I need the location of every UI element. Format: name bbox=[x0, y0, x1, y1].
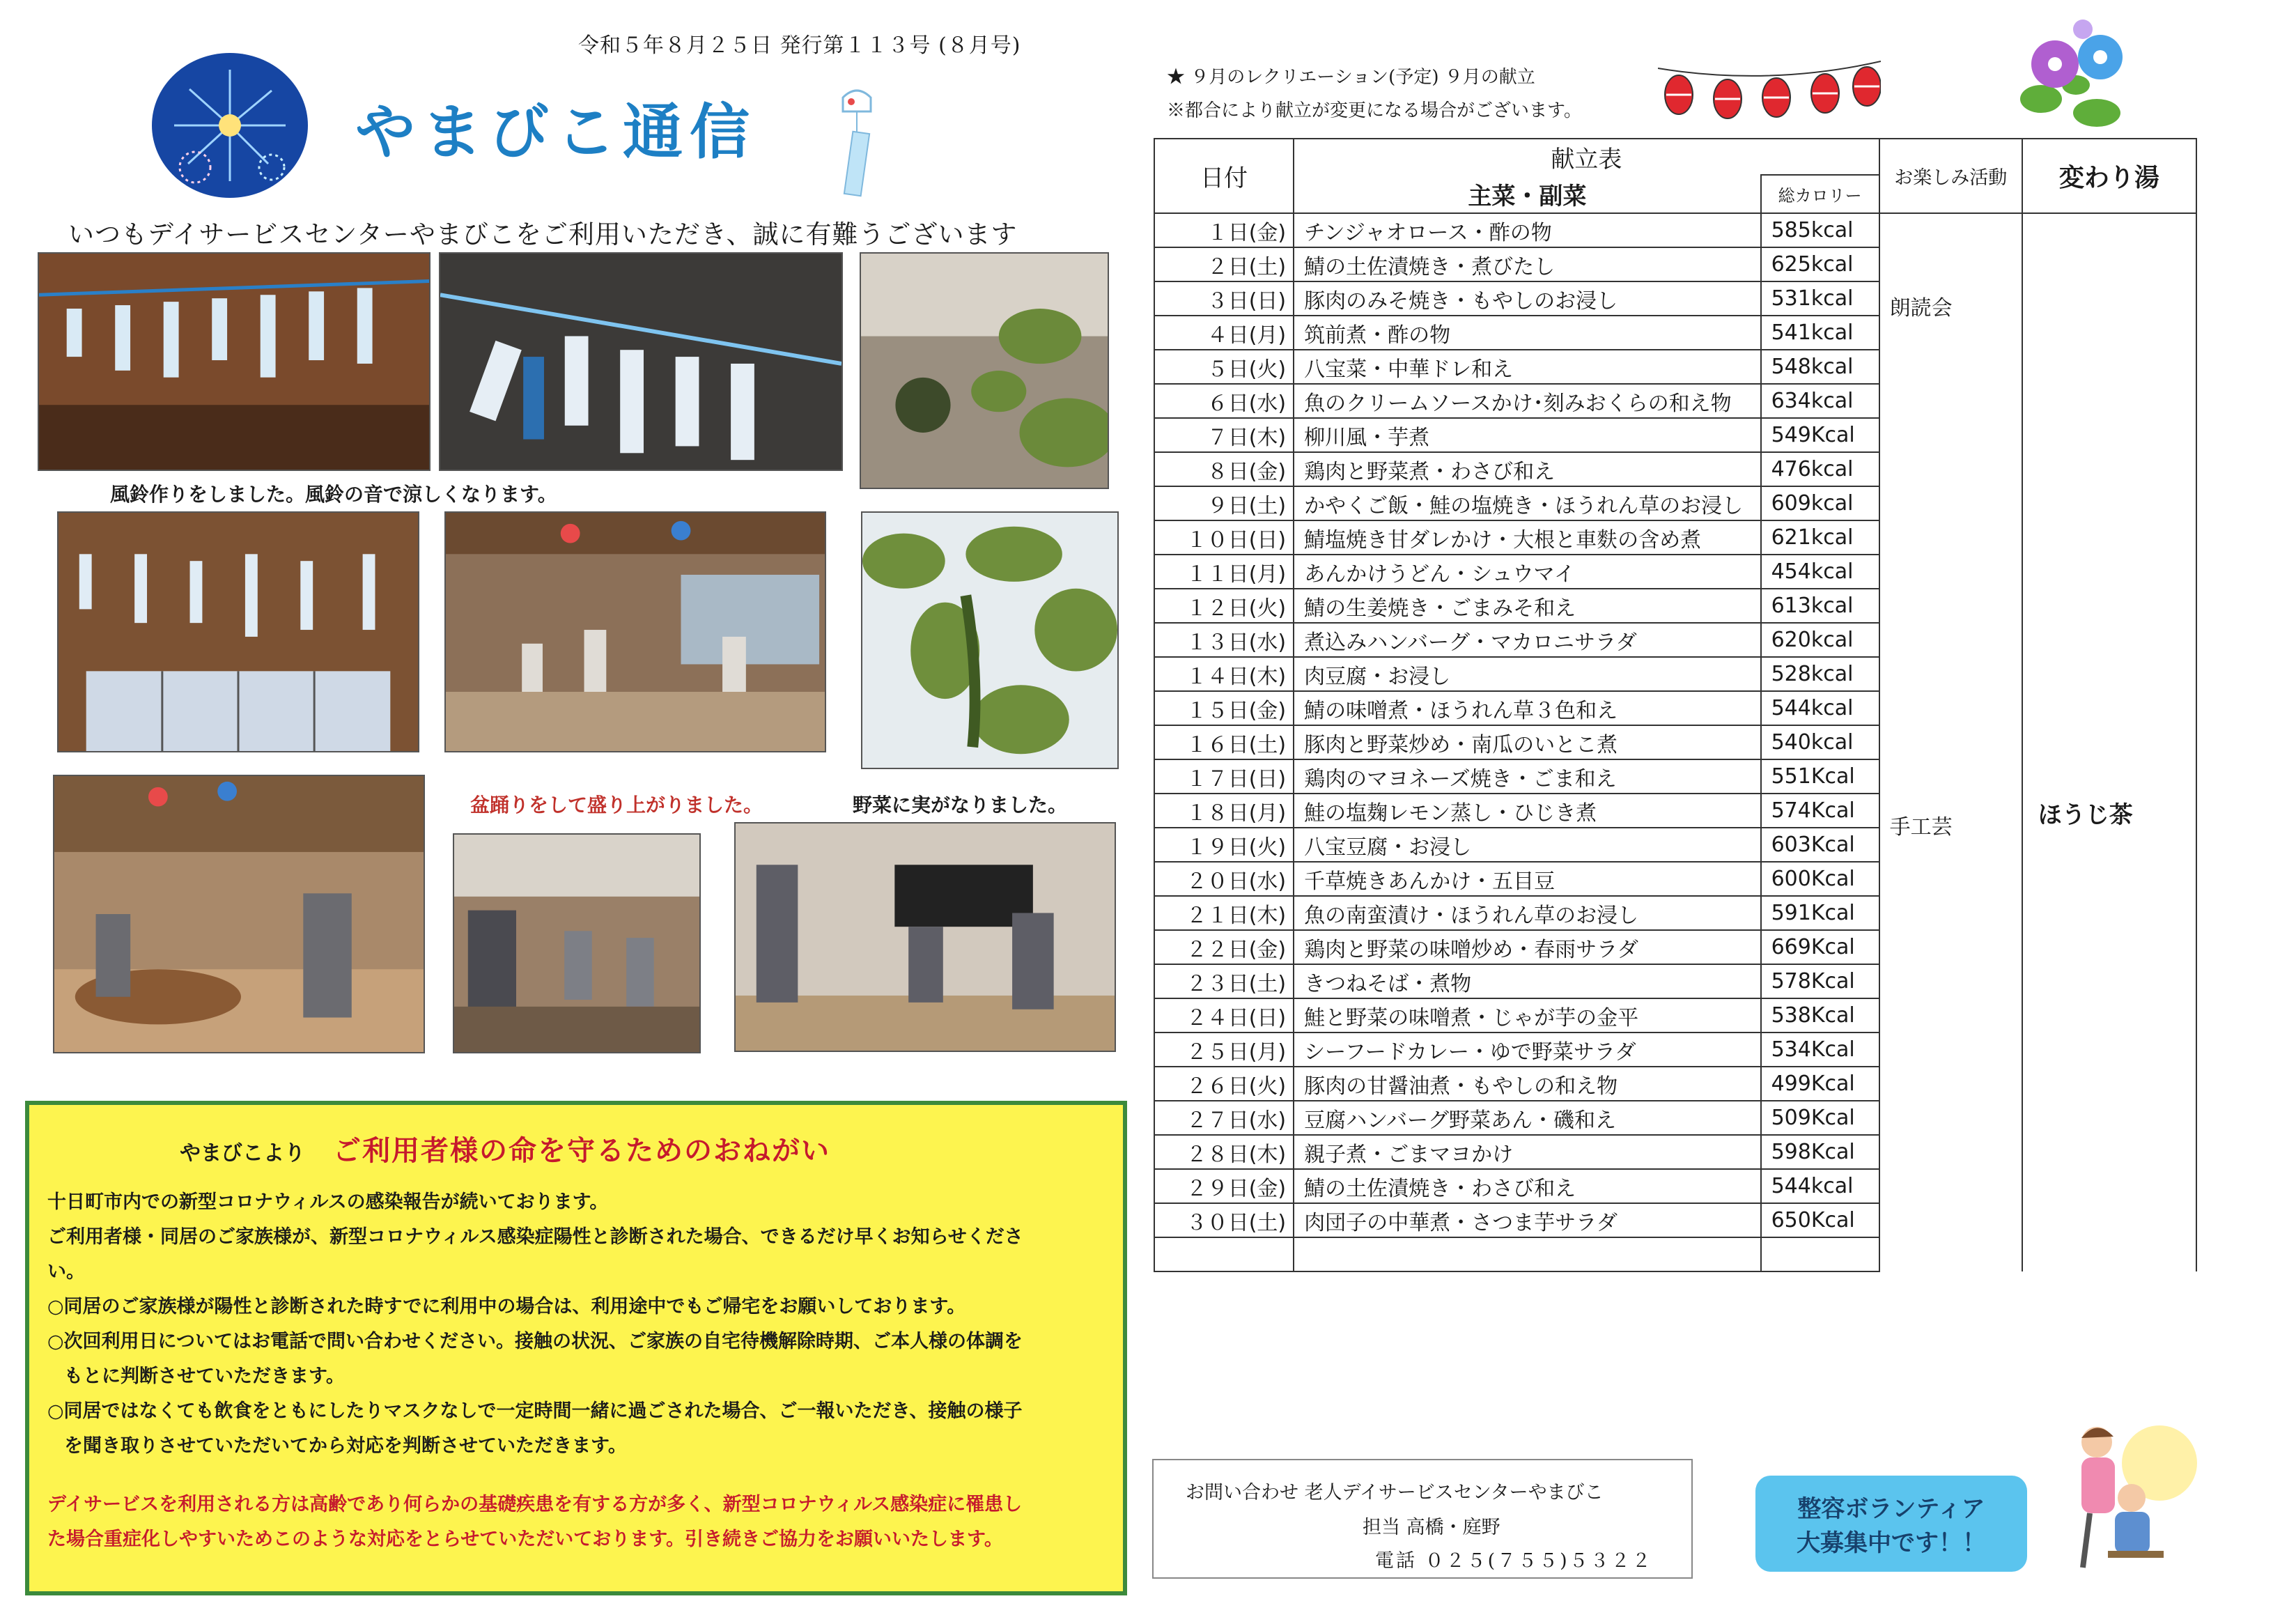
menu-kcal-cell: 613kcal bbox=[1761, 589, 1879, 623]
photo-wind-chimes-3 bbox=[57, 511, 419, 752]
menu-note: ※都合により献立が変更になる場合がございます。 bbox=[1167, 100, 1582, 121]
menu-date-cell: １７日(日) bbox=[1154, 759, 1294, 794]
menu-kcal-cell: 531kcal bbox=[1761, 281, 1879, 316]
menu-dish-cell: 親子煮・ごまマヨかけ bbox=[1294, 1135, 1760, 1169]
lantern-icon bbox=[1658, 59, 1881, 121]
menu-date-cell: ３０日(土) bbox=[1154, 1203, 1294, 1237]
recreation-line: ★ ９月のレクリエーション(予定) ９月の献立 bbox=[1167, 67, 1535, 88]
menu-kcal-cell: 650Kcal bbox=[1761, 1203, 1879, 1237]
menu-dish-cell: 肉豆腐・お浸し bbox=[1294, 657, 1760, 691]
notice-paragraph: デイサービスを利用される方は高齢であり何らかの基礎疾患を有する方が多く、新型コロナウィルス感染症に罹患し bbox=[47, 1494, 1023, 1515]
menu-dish-cell: 鯖の土佐漬焼き・煮びたし bbox=[1294, 247, 1760, 281]
photo-vegetables-1 bbox=[860, 252, 1109, 489]
menu-date-cell: ２５日(月) bbox=[1154, 1033, 1294, 1067]
menu-dish-cell: 豆腐ハンバーグ野菜あん・磯和え bbox=[1294, 1101, 1760, 1135]
menu-dish-cell: 八宝豆腐・お浸し bbox=[1294, 828, 1760, 862]
menu-kcal-cell: 534Kcal bbox=[1761, 1033, 1879, 1067]
menu-kcal-cell: 669Kcal bbox=[1761, 930, 1879, 964]
menu-date-cell: ２９日(金) bbox=[1154, 1169, 1294, 1203]
menu-date-cell: ２４日(日) bbox=[1154, 998, 1294, 1033]
menu-kcal-cell: 598Kcal bbox=[1761, 1135, 1879, 1169]
notice-paragraph: 十日町市内での新型コロナウィルスの感染報告が続いております。 bbox=[47, 1191, 609, 1213]
notice-paragraph: ○同居のご家族様が陽性と診断された時すでに利用中の場合は、利用途中でもご帰宅をお願いしております。 bbox=[47, 1296, 966, 1317]
contact-line: 担当 高橋・庭野 bbox=[1363, 1517, 1500, 1538]
menu-dish-cell: かやくご飯・鮭の塩焼き・ほうれん草のお浸し bbox=[1294, 486, 1760, 520]
caption-wind-chime: 風鈴作りをしました。風鈴の音で涼しくなります。 bbox=[110, 483, 557, 506]
menu-date-cell: ６日(水) bbox=[1154, 384, 1294, 418]
menu-dish-cell: 鶏肉と野菜煮・わさび和え bbox=[1294, 452, 1760, 486]
menu-kcal-cell: 499Kcal bbox=[1761, 1067, 1879, 1101]
photo-bon-odori-4 bbox=[734, 822, 1116, 1052]
contact-box bbox=[1152, 1459, 1693, 1579]
menu-kcal-cell: 454kcal bbox=[1761, 555, 1879, 589]
activity-label: 朗読会 bbox=[1889, 296, 1953, 320]
greeting-text: いつもデイサービスセンターやまびこをご利用いただき、誠に有難うございます bbox=[68, 219, 1018, 249]
menu-date-cell: １３日(水) bbox=[1154, 623, 1294, 657]
menu-kcal-cell: 620kcal bbox=[1761, 623, 1879, 657]
photo-vegetables-2 bbox=[861, 511, 1119, 769]
menu-kcal-cell: 548kcal bbox=[1761, 350, 1879, 384]
menu-date-cell: ８日(金) bbox=[1154, 452, 1294, 486]
menu-dish-cell: 筑前煮・酢の物 bbox=[1294, 316, 1760, 350]
menu-date-cell: ２７日(水) bbox=[1154, 1101, 1294, 1135]
photo-wind-chimes-1 bbox=[38, 252, 430, 471]
col-dish: 主菜・副菜 bbox=[1294, 175, 1760, 213]
menu-dish-cell: 豚肉の甘醤油煮・もやしの和え物 bbox=[1294, 1067, 1760, 1101]
menu-dish-cell: 豚肉のみそ焼き・もやしのお浸し bbox=[1294, 281, 1760, 316]
menu-kcal-cell: 476kcal bbox=[1761, 452, 1879, 486]
menu-kcal-cell: 634kcal bbox=[1761, 384, 1879, 418]
notice-paragraph: ご利用者様・同居のご家族様が、新型コロナウィルス感染症陽性と診断された場合、できるだけ早くお知らせくださ bbox=[47, 1226, 1023, 1248]
menu-dish-cell bbox=[1294, 1237, 1760, 1271]
menu-kcal-cell bbox=[1761, 1237, 1879, 1271]
menu-dish-cell: シーフードカレー・ゆで野菜サラダ bbox=[1294, 1033, 1760, 1067]
photo-bon-odori-3 bbox=[453, 833, 701, 1053]
menu-dish-cell: 千草焼きあんかけ・五目豆 bbox=[1294, 862, 1760, 896]
wind-chime-icon bbox=[815, 84, 899, 209]
menu-date-cell: １０日(日) bbox=[1154, 520, 1294, 555]
menu-dish-cell: 魚の南蛮漬け・ほうれん草のお浸し bbox=[1294, 896, 1760, 930]
menu-date-cell: １９日(火) bbox=[1154, 828, 1294, 862]
menu-date-cell: ２２日(金) bbox=[1154, 930, 1294, 964]
menu-date-cell: ７日(木) bbox=[1154, 418, 1294, 452]
menu-table bbox=[1154, 138, 2197, 1272]
notice-paragraph: ○次回利用日についてはお電話で問い合わせください。接触の状況、ご家族の自宅待機解除時期、ご本人様の体調を bbox=[47, 1331, 1023, 1352]
menu-kcal-cell: 621kcal bbox=[1761, 520, 1879, 555]
menu-kcal-cell: 544kcal bbox=[1761, 1169, 1879, 1203]
menu-kcal-cell: 591Kcal bbox=[1761, 896, 1879, 930]
volunteer-line: 整容ボランティア bbox=[1797, 1495, 1985, 1523]
fireworks-icon bbox=[146, 49, 313, 202]
menu-kcal-cell: 551Kcal bbox=[1761, 759, 1879, 794]
menu-dish-cell: 肉団子の中華煮・さつま芋サラダ bbox=[1294, 1203, 1760, 1237]
menu-date-cell: ４日(月) bbox=[1154, 316, 1294, 350]
photo-bon-odori-2 bbox=[53, 775, 425, 1053]
menu-dish-cell: 鮭の塩麹レモン蒸し・ひじき煮 bbox=[1294, 794, 1760, 828]
col-bath: 変わり湯 bbox=[2022, 139, 2196, 213]
col-menu: 献立表 bbox=[1294, 139, 1879, 175]
menu-date-cell: ２日(土) bbox=[1154, 247, 1294, 281]
activity-label: 手工芸 bbox=[1889, 815, 1953, 840]
menu-dish-cell: 鯖の土佐漬焼き・わさび和え bbox=[1294, 1169, 1760, 1203]
notice-paragraph: を聞き取りさせていただいてから対応を判断させていただきます。 bbox=[64, 1435, 627, 1457]
col-date: 日付 bbox=[1154, 139, 1294, 213]
notice-paragraph: た場合重症化しやすいためこのような対応をとらせていただいております。引き続きご協力をお願いいたします。 bbox=[47, 1529, 1003, 1550]
menu-kcal-cell: 540kcal bbox=[1761, 725, 1879, 759]
menu-dish-cell: 煮込みハンバーグ・マカロニサラダ bbox=[1294, 623, 1760, 657]
menu-kcal-cell: 509Kcal bbox=[1761, 1101, 1879, 1135]
volunteer-line: 大募集中です！！ bbox=[1797, 1529, 1986, 1557]
menu-dish-cell: 鶏肉のマヨネーズ焼き・ごま和え bbox=[1294, 759, 1760, 794]
menu-date-cell: １４日(木) bbox=[1154, 657, 1294, 691]
menu-dish-cell: 鯖塩焼き甘ダレかけ・大根と車麩の含め煮 bbox=[1294, 520, 1760, 555]
volunteer-banner bbox=[1755, 1476, 2027, 1572]
menu-kcal-cell: 538Kcal bbox=[1761, 998, 1879, 1033]
menu-kcal-cell: 603Kcal bbox=[1761, 828, 1879, 862]
menu-date-cell: ２１日(木) bbox=[1154, 896, 1294, 930]
menu-dish-cell: 鶏肉と野菜の味噌炒め・春雨サラダ bbox=[1294, 930, 1760, 964]
menu-dish-cell: あんかけうどん・シュウマイ bbox=[1294, 555, 1760, 589]
caption-vegetables: 野菜に実がなりました。 bbox=[853, 794, 1068, 817]
menu-kcal-cell: 574Kcal bbox=[1761, 794, 1879, 828]
notice-paragraph: もとに判断させていただきます。 bbox=[64, 1366, 345, 1387]
contact-line: 電話 ０２５(７５５)５３２２ bbox=[1375, 1550, 1653, 1572]
menu-dish-cell: 八宝菜・中華ドレ和え bbox=[1294, 350, 1760, 384]
menu-kcal-cell: 528kcal bbox=[1761, 657, 1879, 691]
bath-value: ほうじ茶 bbox=[2038, 801, 2133, 829]
col-kcal: 総カロリー bbox=[1761, 175, 1879, 213]
morning-glory-icon bbox=[2013, 15, 2132, 134]
menu-kcal-cell: 600Kcal bbox=[1761, 862, 1879, 896]
menu-date-cell: １１日(月) bbox=[1154, 555, 1294, 589]
menu-date-cell: ２８日(木) bbox=[1154, 1135, 1294, 1169]
menu-kcal-cell: 544kcal bbox=[1761, 691, 1879, 725]
menu-date-cell: １８日(月) bbox=[1154, 794, 1294, 828]
menu-dish-cell: 鮭と野菜の味噌煮・じゃが芋の金平 bbox=[1294, 998, 1760, 1033]
menu-kcal-cell: 549Kcal bbox=[1761, 418, 1879, 452]
notice-from: やまびこより bbox=[180, 1141, 305, 1166]
menu-dish-cell: チンジャオロース・酢の物 bbox=[1294, 213, 1760, 247]
caption-bon-odori: 盆踊りをして盛り上がりました。 bbox=[470, 794, 763, 817]
photo-bon-odori-1 bbox=[444, 511, 826, 752]
menu-date-cell: ２３日(土) bbox=[1154, 964, 1294, 998]
menu-row bbox=[1154, 213, 2196, 247]
menu-date-cell: ２０日(水) bbox=[1154, 862, 1294, 896]
menu-kcal-cell: 609kcal bbox=[1761, 486, 1879, 520]
menu-kcal-cell: 625kcal bbox=[1761, 247, 1879, 281]
menu-date-cell bbox=[1154, 1237, 1294, 1271]
menu-date-cell: １６日(土) bbox=[1154, 725, 1294, 759]
menu-table-body bbox=[1154, 213, 2196, 1271]
menu-dish-cell: 鯖の生姜焼き・ごまみそ和え bbox=[1294, 589, 1760, 623]
menu-dish-cell: 柳川風・芋煮 bbox=[1294, 418, 1760, 452]
notice-paragraph: ○同居ではなくても飲食をともにしたりマスクなしで一定時間一緒に過ごされた場合、ご一報いただき、接触の様子 bbox=[47, 1400, 1023, 1422]
menu-dish-cell: 魚のクリームソースかけ･刻みおくらの和え物 bbox=[1294, 384, 1760, 418]
menu-date-cell: ９日(土) bbox=[1154, 486, 1294, 520]
contact-line: お問い合わせ 老人デイサービスセンターやまびこ bbox=[1186, 1482, 1604, 1503]
newsletter-title: やまびこ通信 bbox=[355, 97, 757, 167]
caregiver-illustration bbox=[2048, 1414, 2201, 1575]
menu-date-cell: ２６日(火) bbox=[1154, 1067, 1294, 1101]
menu-dish-cell: きつねそば・煮物 bbox=[1294, 964, 1760, 998]
menu-date-cell: １日(金) bbox=[1154, 213, 1294, 247]
menu-date-cell: １２日(火) bbox=[1154, 589, 1294, 623]
activity-cell bbox=[1879, 213, 2022, 1271]
menu-date-cell: ３日(日) bbox=[1154, 281, 1294, 316]
notice-paragraph: い。 bbox=[47, 1261, 85, 1283]
menu-kcal-cell: 585kcal bbox=[1761, 213, 1879, 247]
menu-dish-cell: 豚肉と野菜炒め・南瓜のいとこ煮 bbox=[1294, 725, 1760, 759]
notice-box bbox=[25, 1101, 1127, 1595]
menu-kcal-cell: 578Kcal bbox=[1761, 964, 1879, 998]
col-activity: お楽しみ活動 bbox=[1879, 139, 2022, 213]
bath-cell bbox=[2022, 213, 2196, 1271]
menu-date-cell: １５日(金) bbox=[1154, 691, 1294, 725]
menu-date-cell: ５日(火) bbox=[1154, 350, 1294, 384]
photo-wind-chimes-2 bbox=[439, 252, 843, 471]
menu-dish-cell: 鯖の味噌煮・ほうれん草３色和え bbox=[1294, 691, 1760, 725]
notice-title: ご利用者様の命を守るためのおねがい bbox=[333, 1135, 830, 1167]
menu-kcal-cell: 541kcal bbox=[1761, 316, 1879, 350]
issue-line: 令和５年８月２５日 発行第１１３号 (８月号) bbox=[578, 33, 1021, 58]
